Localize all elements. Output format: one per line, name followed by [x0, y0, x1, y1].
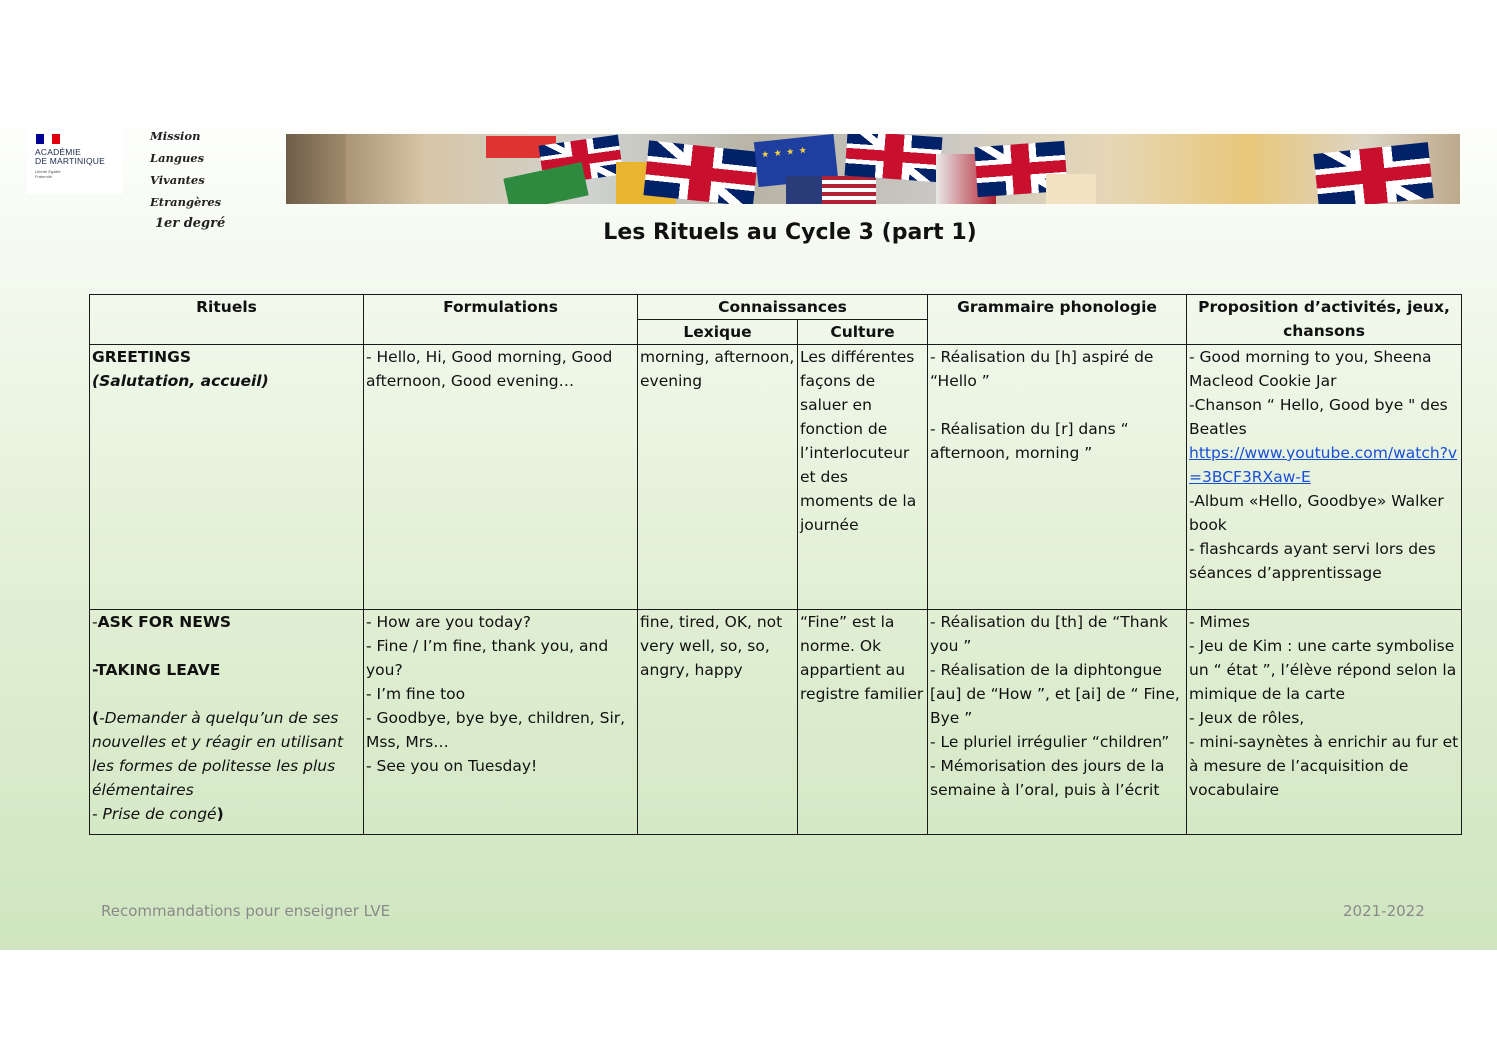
cell-culture	[798, 610, 928, 835]
activite-line: -Chanson “ Hello, Good bye " des Beatles	[1189, 396, 1448, 438]
slide	[0, 107, 1497, 950]
formulation-line: - How are you today?	[366, 613, 531, 631]
lexique-text: fine, tired, OK, not very well, so, so, angry, happy	[640, 613, 783, 679]
cell-grammaire	[928, 345, 1187, 610]
header-lexique: Lexique	[638, 320, 798, 345]
grammaire-line: - Le pluriel irrégulier “children”	[930, 733, 1170, 751]
rituel-title: ASK FOR NEWS	[97, 613, 232, 631]
academie-motto: Liberté Égalité Fraternité	[35, 169, 61, 179]
banner-shadow	[286, 134, 346, 204]
mission-line-1: Mission	[150, 129, 201, 143]
page-title: Les Rituels au Cycle 3 (part 1)	[603, 220, 977, 245]
grammaire-line: - Réalisation du [th] de “Thank you ”	[930, 613, 1168, 655]
spacer	[92, 682, 361, 706]
rituel-description-2: - Prise de congé	[92, 805, 217, 823]
rituel-open-paren: (	[92, 709, 100, 727]
cell-activites	[1187, 345, 1462, 610]
rituel-dash: -	[92, 613, 98, 631]
header-activites: Proposition d’activités, jeux, chansons	[1187, 295, 1462, 345]
rituel-title-2: -TAKING LEAVE	[92, 661, 221, 679]
rituel-subtitle: (Salutation, accueil)	[92, 372, 269, 390]
activite-line: - Mimes	[1189, 613, 1250, 631]
activite-line: - flashcards ayant servi lors des séances d’apprentissage	[1189, 540, 1436, 582]
footer-year: 2021-2022	[1343, 902, 1425, 920]
academie-line-2: DE MARTINIQUE	[35, 156, 105, 166]
us-flag-icon	[786, 176, 876, 204]
cell-formulations	[364, 345, 638, 610]
formulation-line: - See you on Tuesday!	[366, 757, 538, 775]
grammaire-line: - Réalisation du [h] aspiré de “Hello ”	[930, 348, 1154, 390]
flag-cream-icon	[1046, 174, 1096, 204]
lexique-text: morning, afternoon, evening	[640, 348, 795, 390]
culture-text: Les différentes façons de saluer en fonction de l’interlocuteur et des moments de la journée	[800, 348, 917, 534]
grammaire-line: - Mémorisation des jours de la semaine à l’oral, puis à l’écrit	[930, 757, 1165, 799]
academie-logo	[27, 125, 123, 194]
uk-flag-large-icon	[643, 140, 758, 204]
flags-banner-image	[286, 134, 1460, 204]
grammaire-line: - Réalisation du [r] dans “ afternoon, morning ”	[930, 420, 1129, 462]
rituel-close-paren: )	[216, 805, 224, 823]
cell-activites	[1187, 610, 1462, 835]
youtube-link[interactable]: https://www.youtube.com/watch?v=3BCF3RXaw-E	[1189, 444, 1458, 486]
academie-name	[35, 148, 123, 166]
cell-grammaire	[928, 610, 1187, 835]
cell-rituel	[90, 610, 364, 835]
formulations-text: - Hello, Hi, Good morning, Good afternoon, Good evening…	[366, 348, 613, 390]
culture-text: “Fine” est la norme. Ok appartient au registre familier	[800, 613, 924, 703]
french-flag-icon	[36, 134, 60, 144]
formulation-line: - Fine / I’m fine, thank you, and you?	[366, 637, 609, 679]
spacer	[92, 634, 361, 658]
footer-left-text: Recommandations pour enseigner LVE	[101, 902, 391, 920]
rituel-description: -Demander à quelqu’un de ses nouvelles et y réagir en utilisant les formes de politesse les plus élémentaires	[92, 709, 344, 799]
spacer	[930, 393, 1184, 417]
formulation-line: - I’m fine too	[366, 685, 466, 703]
table-row	[90, 345, 1462, 610]
mission-line-4: 1er degré	[155, 216, 226, 231]
header-row	[90, 295, 1462, 320]
cell-lexique	[638, 345, 798, 610]
header-grammaire: Grammaire phonologie	[928, 295, 1187, 345]
academie-line-1: ACADÉMIE	[35, 147, 81, 157]
rituel-title: GREETINGS	[92, 348, 192, 366]
cell-culture	[798, 345, 928, 610]
header-culture: Culture	[798, 320, 928, 345]
activite-line: -Album «Hello, Goodbye» Walker book	[1189, 492, 1444, 534]
cell-formulations	[364, 610, 638, 835]
cell-rituel	[90, 345, 364, 610]
table-row	[90, 610, 1462, 835]
header-connaissances: Connaissances	[638, 295, 928, 320]
uk-flag-icon-2	[845, 134, 943, 182]
activite-line: - Jeux de rôles,	[1189, 709, 1305, 727]
rituels-table	[89, 294, 1462, 835]
grammaire-line: - Réalisation de la diphtongue [au] de “How ”, et [ai] de “ Fine, Bye ”	[930, 661, 1180, 727]
cell-lexique	[638, 610, 798, 835]
uk-flag-icon-4	[1313, 142, 1433, 204]
mission-line-3: Etrangères	[150, 195, 222, 209]
mission-line-2: Langues Vivantes	[150, 151, 205, 187]
mission-label	[150, 125, 260, 235]
formulation-line: - Goodbye, bye bye, children, Sir, Mss, Mrs…	[366, 709, 626, 751]
activite-line: - Jeu de Kim : une carte symbolise un “ état ”, l’élève répond selon la mimique de la carte	[1189, 637, 1457, 703]
activite-line: - Good morning to you, Sheena Macleod Cookie Jar	[1189, 348, 1432, 390]
activite-line: - mini-saynètes à enrichir au fur et à mesure de l’acquisition de vocabulaire	[1189, 733, 1459, 799]
header-formulations: Formulations	[364, 295, 638, 345]
header-rituels: Rituels	[90, 295, 364, 345]
